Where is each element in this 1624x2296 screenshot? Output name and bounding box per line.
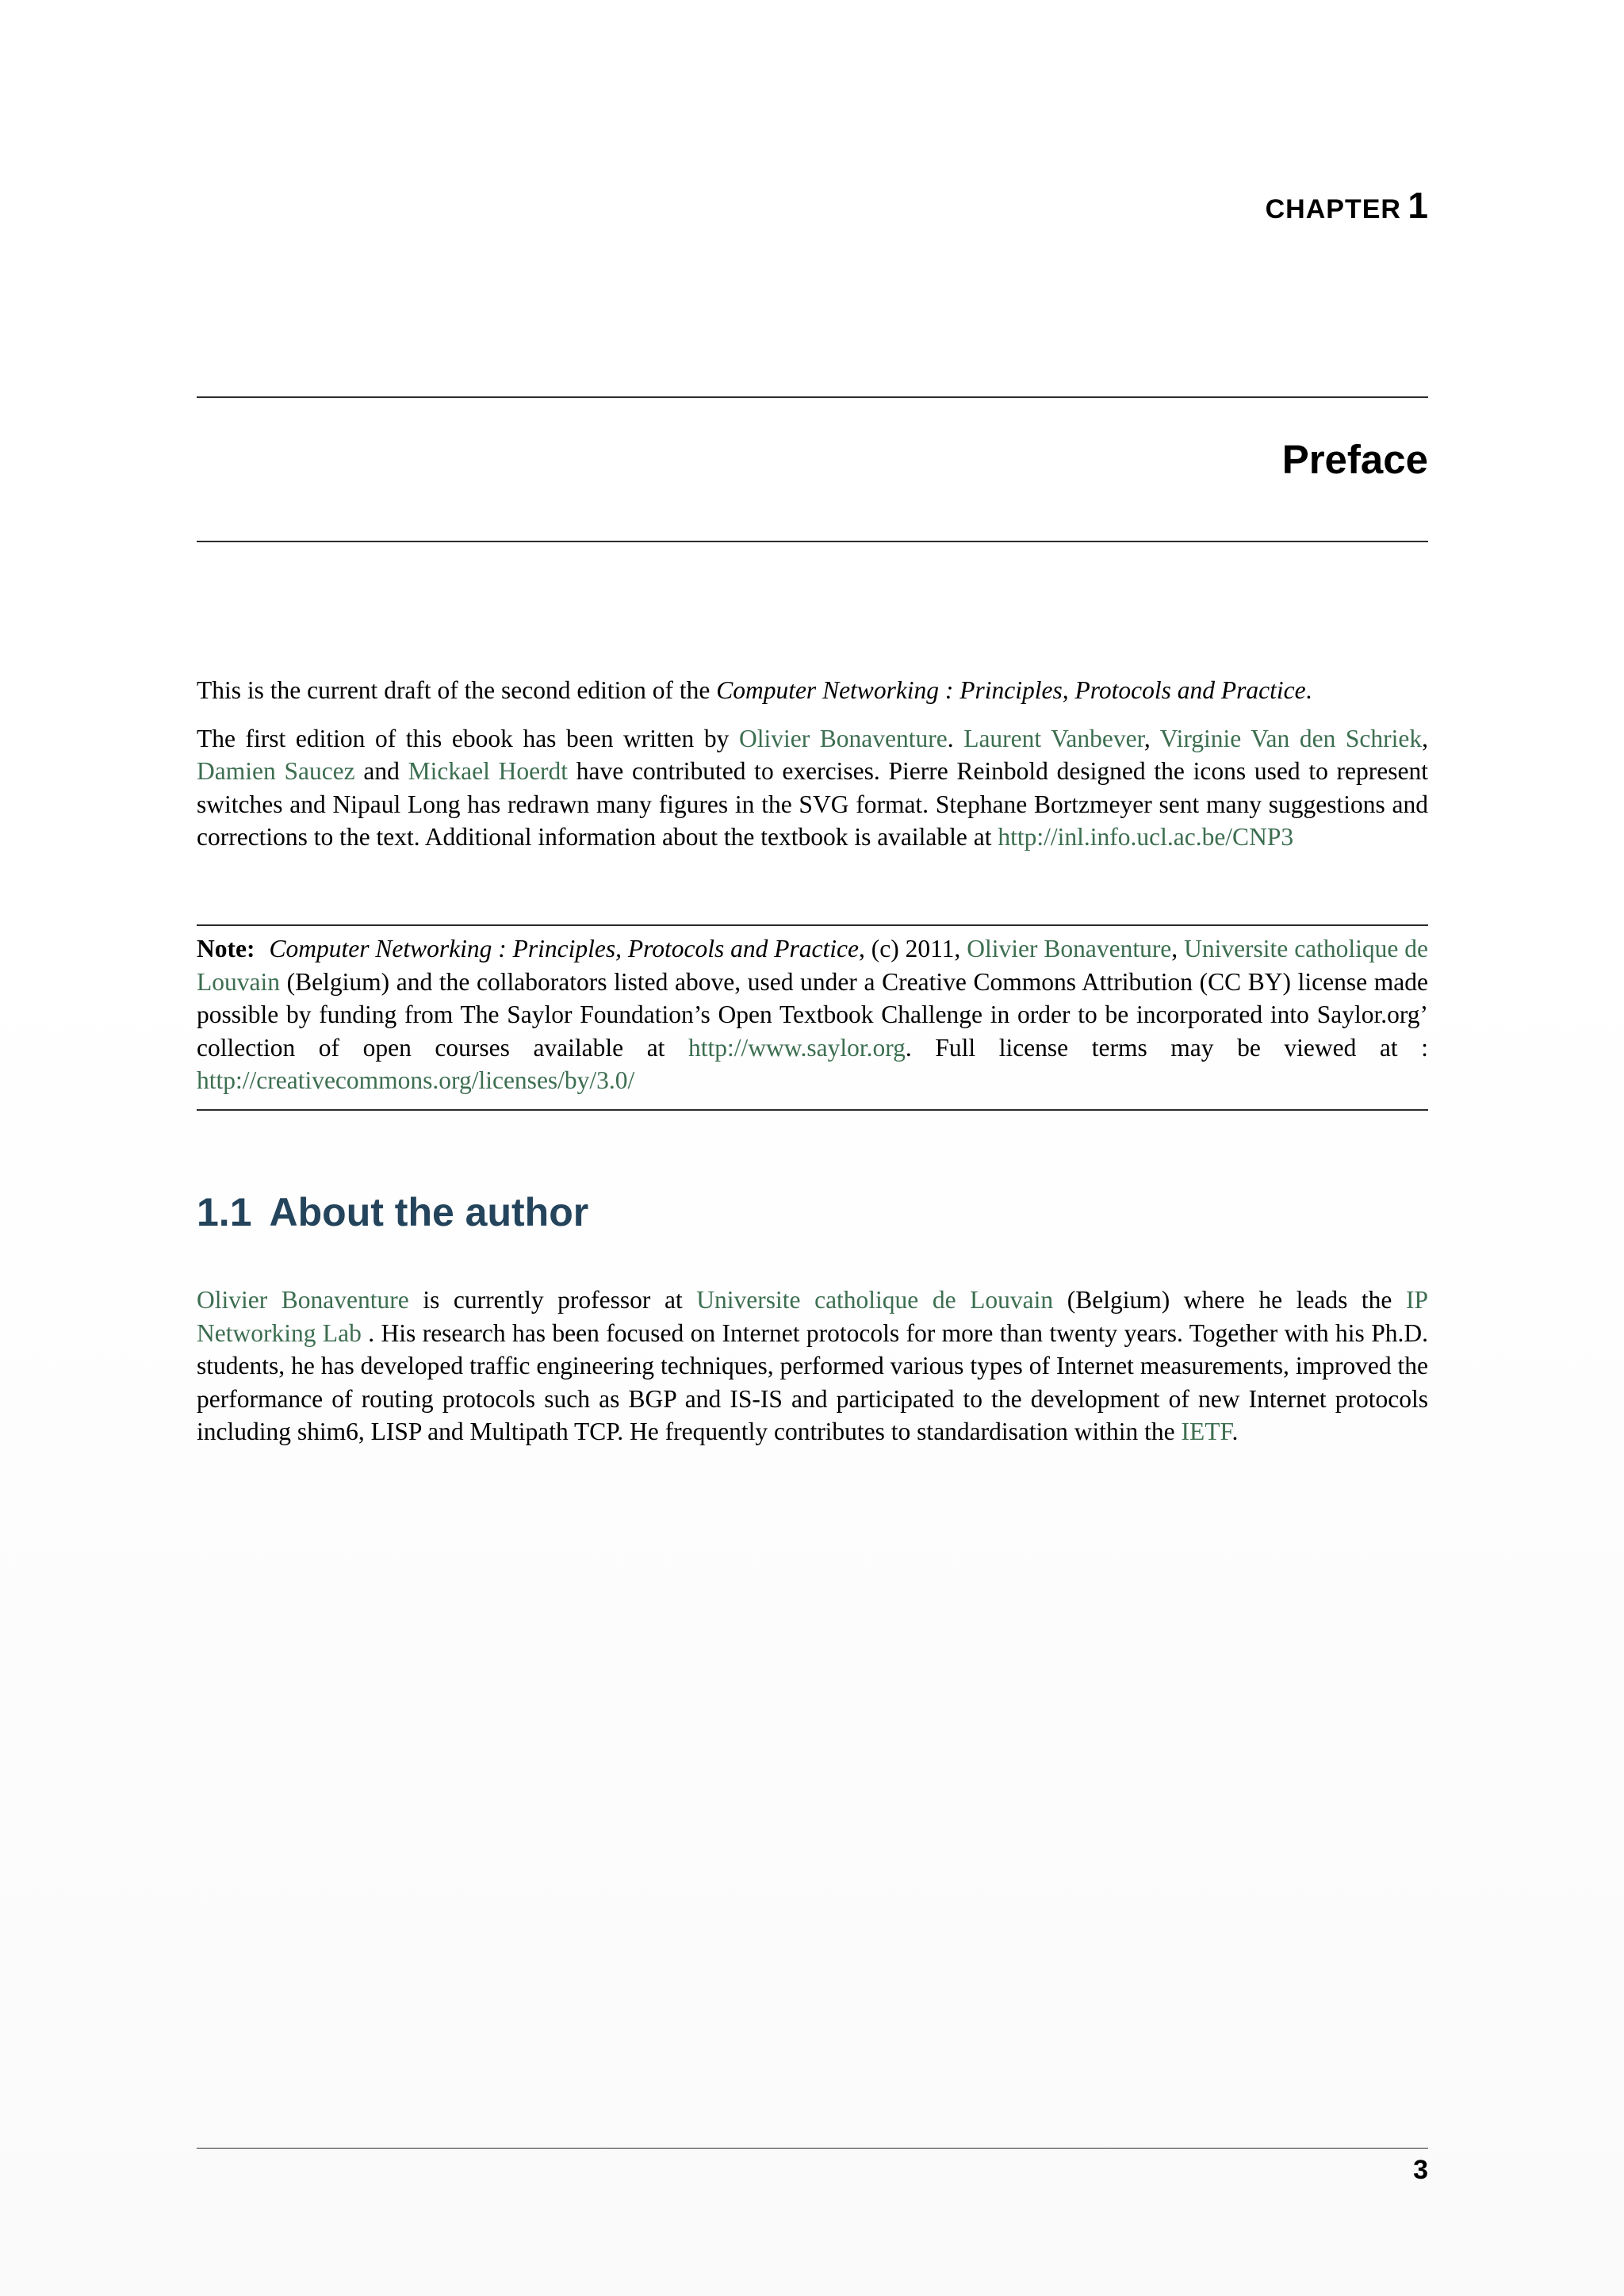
about-author-paragraph: Olivier Bonaventure is currently professor at Universite catholique de Louvain (Belgium) where he leads the IP Networking Lab . His research has been focused on Internet protocols for more than twenty years. Together with his Ph.D. students, he has developed traffic engineering techniques, performed various types of Internet measurements, improved the performance of routing protocols such as BGP and IS-IS and participated to the development of new Internet protocols including shim6, LISP and Multipath TCP. He frequently contributes to standardisation within the IETF. [197, 1286, 1428, 1445]
section-heading [197, 1189, 588, 1235]
book-title: Computer Networking : Principles, Protocols and Practice [716, 676, 1306, 704]
about-author-section [197, 1284, 1428, 1448]
link-mickael-hoerdt[interactable]: Mickael Hoerdt [408, 757, 569, 785]
intro-paragraph-2: The first edition of this ebook has been written by Olivier Bonaventure. Laurent Vanbever, Virginie Van den Schriek, Damien Saucez and Mickael Hoerdt have contributed to exercises. Pierre Reinbold designed the icons used to represent switches and Nipaul Long has redrawn many figures in the SVG format. Stephane Bortzmeyer sent many suggestions and corrections to the text. Additional information about the textbook is available at http://inl.info.ucl.ac.be/CNP3 [197, 724, 1428, 851]
intro-section [197, 674, 1428, 854]
license-note [197, 932, 1428, 1097]
intro-paragraph-1: This is the current draft of the second edition of the Computer Networking : Principles, Protocols and Practice. [197, 676, 1312, 704]
chapter-title: Preface [1281, 437, 1428, 482]
page-number: 3 [1413, 2155, 1428, 2185]
note-link-ucl[interactable]: Universite catholique de Louvain [197, 935, 1429, 996]
note-paragraph: Note: Computer Networking : Principles, Protocols and Practice, (c) 2011, Olivier Bonaventure, Universite catholique de Louvain (Belgium) and the collaborators listed above, used under a Creative Commons Attribution (CC BY) license made possible by funding from The Saylor Foundation’s Open Textbook Challenge in order to be incorporated into Saylor.org’ collection of open courses available at http://www.saylor.org. Full license terms may be viewed at : http://creativecommons.org/licenses/by/3.0/ [197, 935, 1429, 1094]
about-link-ietf[interactable]: IETF [1181, 1418, 1232, 1445]
section-number: 1.1 [197, 1190, 252, 1234]
chapter-label [197, 184, 1428, 227]
chapter-number: 1 [1408, 185, 1428, 226]
link-damien-saucez[interactable]: Damien Saucez [197, 757, 355, 785]
section-title: About the author [269, 1190, 589, 1234]
about-link-ip-networking-lab[interactable]: IP Networking Lab [197, 1286, 1428, 1347]
link-laurent-vanbever[interactable]: Laurent Vanbever [963, 724, 1144, 752]
chapter-word: CHAPTER [1265, 194, 1401, 224]
about-link-olivier-bonaventure[interactable]: Olivier Bonaventure [197, 1286, 409, 1314]
note-link-olivier-bonaventure[interactable]: Olivier Bonaventure [967, 935, 1172, 962]
link-olivier-bonaventure[interactable]: Olivier Bonaventure [738, 724, 948, 752]
about-link-ucl[interactable]: Universite catholique de Louvain [696, 1286, 1054, 1314]
link-cnp3-url[interactable]: http://inl.info.ucl.ac.be/CNP3 [998, 823, 1294, 851]
note-top-rule [197, 924, 1428, 926]
note-link-creativecommons[interactable]: http://creativecommons.org/licenses/by/3.0/ [197, 1066, 635, 1094]
chapter-bottom-rule [197, 541, 1428, 542]
footer-rule [197, 2148, 1428, 2149]
link-virginie-van-den-schriek[interactable]: Virginie Van den Schriek [1159, 724, 1423, 752]
note-book-title: Computer Networking : Principles, Protocols and Practice [269, 935, 859, 962]
note-label: Note: [197, 935, 255, 962]
chapter-top-rule [197, 396, 1428, 398]
note-link-saylor[interactable]: http://www.saylor.org [688, 1033, 906, 1062]
note-bottom-rule [197, 1109, 1428, 1111]
